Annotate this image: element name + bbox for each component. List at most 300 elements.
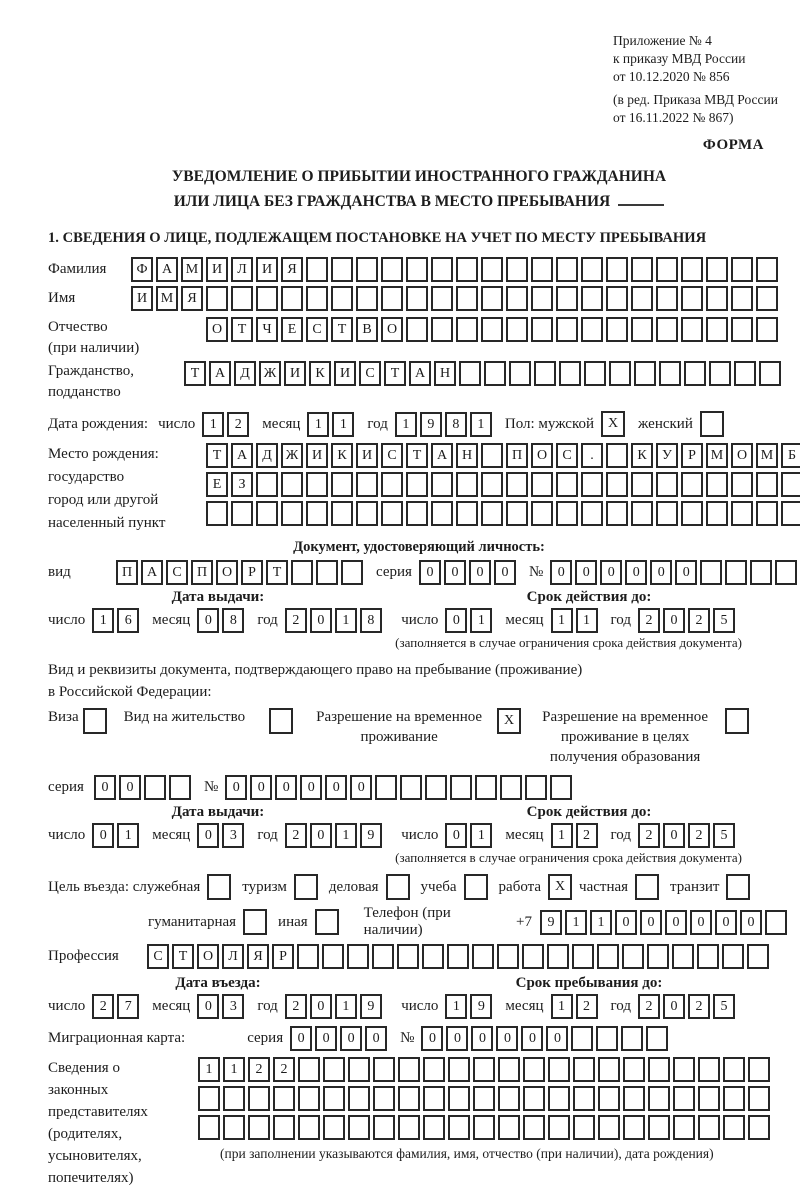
residence-valid-month-boxes[interactable]	[551, 823, 601, 848]
cell[interactable]	[659, 361, 681, 386]
identity-number-boxes[interactable]	[550, 560, 800, 585]
migration-series-boxes[interactable]	[290, 1026, 390, 1051]
cell[interactable]	[581, 317, 603, 342]
cell[interactable]: 3	[222, 823, 244, 848]
cell[interactable]: 1	[470, 608, 492, 633]
cell[interactable]	[497, 944, 519, 969]
cell[interactable]	[748, 1115, 770, 1140]
cell[interactable]	[525, 775, 547, 800]
cell[interactable]	[531, 501, 553, 526]
cell[interactable]	[273, 1086, 295, 1111]
residence-valid-year-boxes[interactable]	[638, 823, 738, 848]
cell[interactable]: 2	[638, 994, 660, 1019]
cell[interactable]	[548, 1115, 570, 1140]
purpose-transit-checkbox[interactable]	[726, 874, 753, 900]
cell[interactable]: 6	[117, 608, 139, 633]
cell[interactable]: Я	[181, 286, 203, 311]
cell[interactable]	[398, 1057, 420, 1082]
cell[interactable]: 1	[590, 910, 612, 935]
cell[interactable]	[759, 361, 781, 386]
cell[interactable]	[509, 361, 531, 386]
cell[interactable]	[248, 1086, 270, 1111]
representatives-row3-boxes[interactable]	[198, 1115, 773, 1140]
birth-month-boxes[interactable]	[307, 412, 357, 437]
cell[interactable]	[756, 317, 778, 342]
cell[interactable]	[456, 317, 478, 342]
cell[interactable]	[656, 317, 678, 342]
cell[interactable]	[631, 286, 653, 311]
cell[interactable]	[347, 944, 369, 969]
cell[interactable]: Е	[281, 317, 303, 342]
cell[interactable]: 9	[360, 823, 382, 848]
cell[interactable]	[506, 472, 528, 497]
cell[interactable]	[697, 944, 719, 969]
cell[interactable]	[573, 1115, 595, 1140]
cell[interactable]	[373, 1057, 395, 1082]
cell[interactable]	[648, 1115, 670, 1140]
cell[interactable]	[281, 472, 303, 497]
cell[interactable]	[656, 286, 678, 311]
cell[interactable]	[331, 286, 353, 311]
cell[interactable]: 3	[222, 994, 244, 1019]
cell[interactable]: Е	[206, 472, 228, 497]
cell[interactable]	[556, 317, 578, 342]
cell[interactable]: Р	[681, 443, 703, 468]
cell[interactable]: Б	[781, 443, 800, 468]
cell[interactable]	[306, 472, 328, 497]
cell[interactable]	[750, 560, 772, 585]
residence-issue-month-boxes[interactable]	[197, 823, 247, 848]
cell[interactable]: Д	[256, 443, 278, 468]
cell[interactable]	[231, 501, 253, 526]
cell[interactable]: 0	[494, 560, 516, 585]
cell[interactable]: С	[556, 443, 578, 468]
cell[interactable]	[207, 874, 231, 900]
cell[interactable]	[606, 501, 628, 526]
cell[interactable]	[484, 361, 506, 386]
cell[interactable]: И	[131, 286, 153, 311]
cell[interactable]	[315, 909, 339, 935]
identity-series-boxes[interactable]	[419, 560, 519, 585]
cell[interactable]: А	[231, 443, 253, 468]
cell[interactable]: 0	[715, 910, 737, 935]
cell[interactable]	[506, 257, 528, 282]
cell[interactable]	[423, 1086, 445, 1111]
cell[interactable]: Д	[234, 361, 256, 386]
cell[interactable]	[231, 286, 253, 311]
cell[interactable]	[581, 257, 603, 282]
sex-male-checkbox[interactable]	[601, 411, 628, 437]
cell[interactable]	[609, 361, 631, 386]
cell[interactable]	[144, 775, 166, 800]
cell[interactable]	[698, 1115, 720, 1140]
cell[interactable]: X	[548, 874, 572, 900]
purpose-official-checkbox[interactable]	[207, 874, 234, 900]
cell[interactable]: П	[506, 443, 528, 468]
cell[interactable]: Я	[247, 944, 269, 969]
cell[interactable]	[700, 411, 724, 437]
cell[interactable]	[498, 1057, 520, 1082]
cell[interactable]: 0	[315, 1026, 337, 1051]
cell[interactable]: 8	[222, 608, 244, 633]
cell[interactable]	[765, 910, 787, 935]
identity-issue-year-boxes[interactable]	[285, 608, 385, 633]
cell[interactable]: 2	[688, 994, 710, 1019]
cell[interactable]: О	[381, 317, 403, 342]
cell[interactable]: 0	[421, 1026, 443, 1051]
cell[interactable]	[386, 874, 410, 900]
cell[interactable]: 0	[310, 994, 332, 1019]
cell[interactable]	[581, 286, 603, 311]
cell[interactable]	[556, 501, 578, 526]
cell[interactable]: 0	[640, 910, 662, 935]
cell[interactable]	[431, 317, 453, 342]
cell[interactable]: 2	[285, 823, 307, 848]
cell[interactable]: 0	[550, 560, 572, 585]
cell[interactable]: 0	[546, 1026, 568, 1051]
cell[interactable]: 0	[197, 823, 219, 848]
cell[interactable]	[269, 708, 293, 734]
cell[interactable]	[748, 1057, 770, 1082]
cell[interactable]	[656, 472, 678, 497]
cell[interactable]: 1	[395, 412, 417, 437]
cell[interactable]: 5	[713, 823, 735, 848]
cell[interactable]: Т	[231, 317, 253, 342]
migration-number-boxes[interactable]	[421, 1026, 671, 1051]
cell[interactable]	[356, 286, 378, 311]
cell[interactable]	[506, 286, 528, 311]
cell[interactable]	[298, 1086, 320, 1111]
cell[interactable]	[500, 775, 522, 800]
cell[interactable]: 0	[521, 1026, 543, 1051]
cell[interactable]: 1	[223, 1057, 245, 1082]
cell[interactable]	[198, 1115, 220, 1140]
cell[interactable]: Н	[434, 361, 456, 386]
cell[interactable]	[725, 560, 747, 585]
cell[interactable]	[431, 257, 453, 282]
cell[interactable]	[198, 1086, 220, 1111]
identity-valid-year-boxes[interactable]	[638, 608, 738, 633]
cell[interactable]: П	[116, 560, 138, 585]
cell[interactable]	[681, 286, 703, 311]
cell[interactable]: Ж	[281, 443, 303, 468]
cell[interactable]	[706, 257, 728, 282]
cell[interactable]	[481, 257, 503, 282]
cell[interactable]	[523, 1115, 545, 1140]
cell[interactable]: 9	[420, 412, 442, 437]
cell[interactable]	[431, 501, 453, 526]
cell[interactable]: 0	[445, 823, 467, 848]
cell[interactable]	[381, 501, 403, 526]
cell[interactable]	[450, 775, 472, 800]
cell[interactable]	[648, 1057, 670, 1082]
cell[interactable]: М	[156, 286, 178, 311]
cell[interactable]: 1	[551, 608, 573, 633]
cell[interactable]: 0	[446, 1026, 468, 1051]
stay-day-boxes[interactable]	[445, 994, 495, 1019]
cell[interactable]: 0	[675, 560, 697, 585]
cell[interactable]: 9	[360, 994, 382, 1019]
cell[interactable]	[448, 1115, 470, 1140]
purpose-study-checkbox[interactable]	[464, 874, 491, 900]
cell[interactable]	[256, 501, 278, 526]
entry-day-boxes[interactable]	[92, 994, 142, 1019]
cell[interactable]	[646, 1026, 668, 1051]
cell[interactable]	[459, 361, 481, 386]
cell[interactable]	[731, 286, 753, 311]
cell[interactable]	[331, 257, 353, 282]
cell[interactable]	[381, 286, 403, 311]
name-boxes[interactable]	[131, 286, 781, 311]
cell[interactable]	[223, 1086, 245, 1111]
cell[interactable]: А	[209, 361, 231, 386]
cell[interactable]	[597, 944, 619, 969]
cell[interactable]	[556, 286, 578, 311]
cell[interactable]: М	[756, 443, 778, 468]
purpose-humanitarian-checkbox[interactable]	[243, 909, 270, 935]
cell[interactable]	[481, 317, 503, 342]
cell[interactable]: 2	[285, 608, 307, 633]
cell[interactable]	[281, 286, 303, 311]
cell[interactable]: 0	[340, 1026, 362, 1051]
cell[interactable]	[473, 1115, 495, 1140]
cell[interactable]: 0	[650, 560, 672, 585]
cell[interactable]: М	[181, 257, 203, 282]
cell[interactable]	[464, 874, 488, 900]
cell[interactable]	[731, 501, 753, 526]
cell[interactable]: П	[191, 560, 213, 585]
cell[interactable]: 1	[335, 823, 357, 848]
cell[interactable]	[331, 501, 353, 526]
cell[interactable]: И	[206, 257, 228, 282]
cell[interactable]	[498, 1115, 520, 1140]
cell[interactable]	[748, 1086, 770, 1111]
cell[interactable]: К	[309, 361, 331, 386]
cell[interactable]	[548, 1057, 570, 1082]
cell[interactable]: 8	[360, 608, 382, 633]
cell[interactable]	[606, 443, 628, 468]
cell[interactable]	[572, 944, 594, 969]
cell[interactable]	[316, 560, 338, 585]
purpose-other-checkbox[interactable]	[315, 909, 342, 935]
cell[interactable]	[456, 501, 478, 526]
cell[interactable]	[781, 472, 800, 497]
cell[interactable]: 1	[335, 994, 357, 1019]
cell[interactable]	[631, 317, 653, 342]
cell[interactable]	[756, 286, 778, 311]
cell[interactable]	[581, 501, 603, 526]
cell[interactable]: 0	[496, 1026, 518, 1051]
cell[interactable]	[548, 1086, 570, 1111]
cell[interactable]	[323, 1057, 345, 1082]
cell[interactable]: 0	[663, 608, 685, 633]
cell[interactable]	[281, 501, 303, 526]
cell[interactable]: 0	[310, 608, 332, 633]
entry-year-boxes[interactable]	[285, 994, 385, 1019]
cell[interactable]: С	[147, 944, 169, 969]
cell[interactable]	[722, 944, 744, 969]
cell[interactable]	[397, 944, 419, 969]
cell[interactable]: 2	[285, 994, 307, 1019]
cell[interactable]	[698, 1057, 720, 1082]
cell[interactable]: 0	[365, 1026, 387, 1051]
cell[interactable]: И	[334, 361, 356, 386]
cell[interactable]	[169, 775, 191, 800]
cell[interactable]: 1	[551, 994, 573, 1019]
cell[interactable]	[297, 944, 319, 969]
cell[interactable]: 1	[470, 412, 492, 437]
cell[interactable]: 2	[92, 994, 114, 1019]
cell[interactable]	[631, 472, 653, 497]
cell[interactable]: Р	[272, 944, 294, 969]
cell[interactable]	[331, 472, 353, 497]
cell[interactable]	[481, 501, 503, 526]
cell[interactable]	[400, 775, 422, 800]
cell[interactable]	[531, 317, 553, 342]
cell[interactable]: У	[656, 443, 678, 468]
identity-issue-day-boxes[interactable]	[92, 608, 142, 633]
cell[interactable]: 2	[638, 608, 660, 633]
cell[interactable]	[456, 257, 478, 282]
purpose-private-checkbox[interactable]	[635, 874, 662, 900]
cell[interactable]	[550, 775, 572, 800]
cell[interactable]: Т	[184, 361, 206, 386]
cell[interactable]	[406, 472, 428, 497]
cell[interactable]: 2	[227, 412, 249, 437]
cell[interactable]: 0	[600, 560, 622, 585]
cell[interactable]	[584, 361, 606, 386]
cell[interactable]: И	[256, 257, 278, 282]
cell[interactable]	[731, 317, 753, 342]
option-temp-residence-checkbox[interactable]	[497, 708, 524, 734]
cell[interactable]: 0	[445, 608, 467, 633]
cell[interactable]	[423, 1115, 445, 1140]
identity-valid-day-boxes[interactable]	[445, 608, 495, 633]
cell[interactable]	[522, 944, 544, 969]
cell[interactable]: О	[731, 443, 753, 468]
cell[interactable]	[356, 472, 378, 497]
cell[interactable]	[523, 1057, 545, 1082]
cell[interactable]	[598, 1057, 620, 1082]
cell[interactable]	[706, 501, 728, 526]
cell[interactable]	[448, 1057, 470, 1082]
birth-day-boxes[interactable]	[202, 412, 252, 437]
cell[interactable]: 9	[540, 910, 562, 935]
cell[interactable]: Т	[266, 560, 288, 585]
cell[interactable]: 5	[713, 994, 735, 1019]
cell[interactable]: 1	[470, 823, 492, 848]
cell[interactable]	[731, 257, 753, 282]
cell[interactable]	[731, 472, 753, 497]
cell[interactable]	[684, 361, 706, 386]
cell[interactable]: X	[497, 708, 521, 734]
cell[interactable]: 1	[565, 910, 587, 935]
cell[interactable]	[373, 1115, 395, 1140]
cell[interactable]	[606, 286, 628, 311]
cell[interactable]: О	[216, 560, 238, 585]
cell[interactable]: О	[197, 944, 219, 969]
cell[interactable]: 1	[335, 608, 357, 633]
cell[interactable]: М	[706, 443, 728, 468]
cell[interactable]: 1	[202, 412, 224, 437]
cell[interactable]: Ф	[131, 257, 153, 282]
cell[interactable]	[556, 257, 578, 282]
cell[interactable]	[709, 361, 731, 386]
cell[interactable]	[781, 501, 800, 526]
cell[interactable]: Ч	[256, 317, 278, 342]
cell[interactable]	[673, 1115, 695, 1140]
cell[interactable]	[322, 944, 344, 969]
cell[interactable]	[431, 286, 453, 311]
cell[interactable]	[398, 1115, 420, 1140]
cell[interactable]: 5	[713, 608, 735, 633]
cell[interactable]	[606, 257, 628, 282]
cell[interactable]	[706, 472, 728, 497]
representatives-row2-boxes[interactable]	[198, 1086, 773, 1111]
cell[interactable]: 0	[225, 775, 247, 800]
cell[interactable]: З	[231, 472, 253, 497]
cell[interactable]	[456, 472, 478, 497]
cell[interactable]	[273, 1115, 295, 1140]
cell[interactable]	[656, 257, 678, 282]
cell[interactable]	[556, 472, 578, 497]
cell[interactable]: Л	[231, 257, 253, 282]
cell[interactable]	[631, 501, 653, 526]
cell[interactable]: 0	[469, 560, 491, 585]
cell[interactable]: 0	[690, 910, 712, 935]
identity-kind-boxes[interactable]	[116, 560, 366, 585]
cell[interactable]	[348, 1057, 370, 1082]
cell[interactable]	[306, 286, 328, 311]
cell[interactable]: 2	[688, 823, 710, 848]
cell[interactable]	[623, 1057, 645, 1082]
cell[interactable]	[298, 1057, 320, 1082]
cell[interactable]: 0	[94, 775, 116, 800]
cell[interactable]: 8	[445, 412, 467, 437]
cell[interactable]	[481, 286, 503, 311]
cell[interactable]	[647, 944, 669, 969]
cell[interactable]	[256, 472, 278, 497]
cell[interactable]	[498, 1086, 520, 1111]
cell[interactable]	[531, 472, 553, 497]
cell[interactable]	[673, 1086, 695, 1111]
cell[interactable]: 7	[117, 994, 139, 1019]
cell[interactable]	[756, 501, 778, 526]
cell[interactable]: 0	[275, 775, 297, 800]
patronymic-boxes[interactable]	[206, 317, 781, 342]
cell[interactable]	[83, 708, 107, 734]
cell[interactable]	[756, 257, 778, 282]
cell[interactable]: 1	[332, 412, 354, 437]
residence-issue-year-boxes[interactable]	[285, 823, 385, 848]
option-temp-residence-education-checkbox[interactable]	[725, 708, 752, 734]
cell[interactable]	[472, 944, 494, 969]
citizenship-boxes[interactable]	[184, 361, 784, 386]
cell[interactable]: О	[531, 443, 553, 468]
cell[interactable]: К	[631, 443, 653, 468]
cell[interactable]	[606, 317, 628, 342]
cell[interactable]	[341, 560, 363, 585]
cell[interactable]	[481, 443, 503, 468]
residence-number-boxes[interactable]	[225, 775, 575, 800]
option-residence-permit-checkbox[interactable]	[269, 708, 296, 734]
residence-issue-day-boxes[interactable]	[92, 823, 142, 848]
option-visa-checkbox[interactable]	[83, 708, 110, 734]
cell[interactable]	[243, 909, 267, 935]
cell[interactable]: 0	[471, 1026, 493, 1051]
cell[interactable]	[681, 257, 703, 282]
residence-valid-day-boxes[interactable]	[445, 823, 495, 848]
